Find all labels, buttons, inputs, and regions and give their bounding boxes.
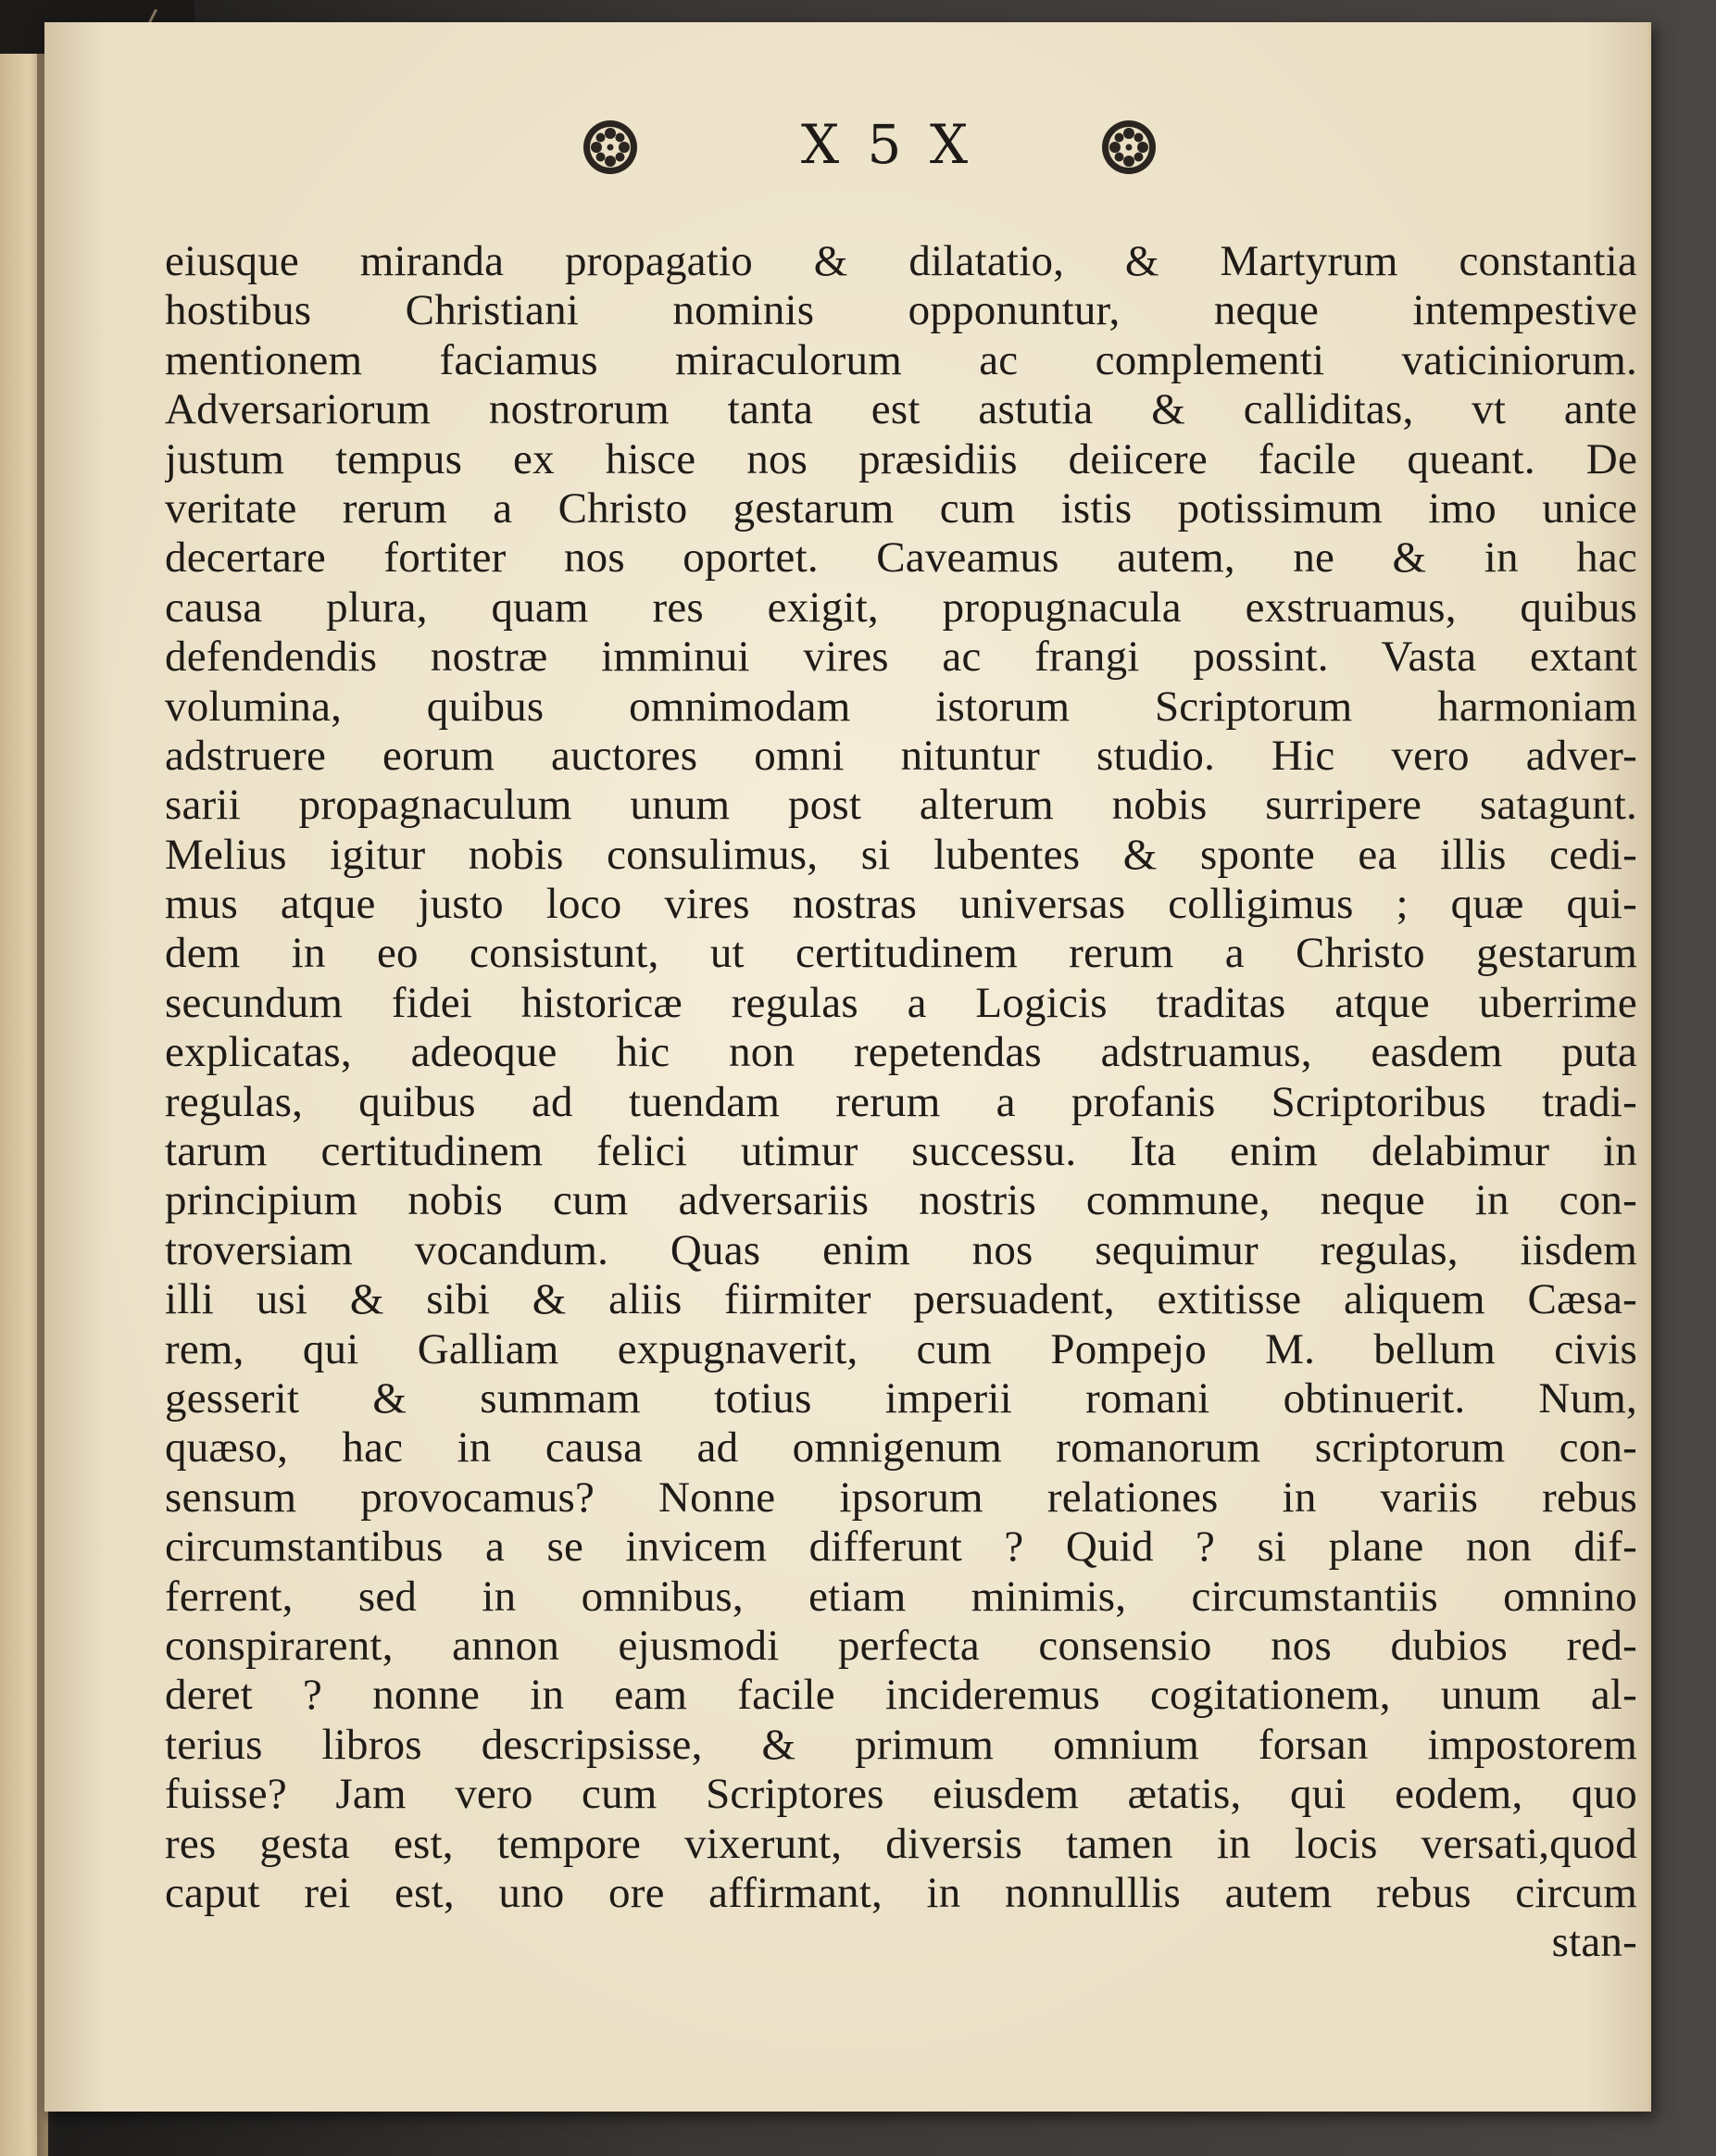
text-line: veritate rerum a Christo gestarum cum istis potissimum imo unice — [165, 483, 1637, 533]
text-line: res gesta est, tempore vixerunt, diversis tamen in locis versati,quod — [165, 1819, 1637, 1868]
text-line: circumstantibus a se invicem differunt ? Quid ? si plane non dif- — [165, 1523, 1637, 1572]
rosette-ornament-icon — [582, 119, 639, 176]
text-line: principium nobis cum adversariis nostris commune, neque in con- — [165, 1176, 1637, 1225]
book-page — [44, 22, 1651, 2112]
text-line: rem, qui Galliam expugnaverit, cum Pompejo M. bellum civis — [165, 1324, 1637, 1373]
text-line: caput rei est, uno ore affirmant, in nonnulllis autem rebus circum — [165, 1868, 1637, 1917]
text-line: illi usi & sibi & aliis fiirmiter persuadent, extitisse aliquem Cæsa- — [165, 1275, 1637, 1324]
text-line: terius libros descripsisse, & primum omnium forsan impostorem — [165, 1720, 1637, 1769]
text-line: fuisse? Jam vero cum Scriptores eiusdem ætatis, qui eodem, quo — [165, 1770, 1637, 1819]
text-line: mentionem faciamus miraculorum ac complementi vaticiniorum. — [165, 335, 1637, 384]
text-line: mus atque justo loco vires nostras universas colligimus ; quæ qui- — [165, 880, 1637, 929]
folio-number: X 5 X — [800, 113, 974, 176]
text-line: conspirarent, annon ejusmodi perfecta consensio nos dubios red- — [165, 1621, 1637, 1670]
text-line: tarum certitudinem felici utimur successu. Ita enim delabimur in — [165, 1127, 1637, 1176]
text-line: justum tempus ex hisce nos præsidiis deiicere facile queant. De — [165, 434, 1637, 483]
text-line: troversiam vocandum. Quas enim nos sequimur regulas, iisdem — [165, 1225, 1637, 1274]
text-line: adstruere eorum auctores omni nituntur studio. Hic vero adver- — [165, 731, 1637, 780]
text-line: defendendis nostræ imminui vires ac frangi possint. Vasta extant — [165, 633, 1637, 682]
body-text — [165, 237, 1637, 2099]
text-line: regulas, quibus ad tuendam rerum a profanis Scriptoribus tradi- — [165, 1077, 1637, 1126]
text-line: dem in eo consistunt, ut certitudinem rerum a Christo gestarum — [165, 929, 1637, 978]
text-line: secundum fidei historicæ regulas a Logicis traditas atque uberrime — [165, 978, 1637, 1027]
text-line: causa plura, quam res exigit, propugnacula exstruamus, quibus — [165, 583, 1637, 632]
catchword: stan- — [1551, 1918, 1637, 1967]
text-line: eiusque miranda propagatio & dilatatio, & Martyrum constantia — [165, 237, 1637, 285]
text-line: hostibus Christiani nominis opponuntur, neque intempestive — [165, 286, 1637, 335]
text-line: volumina, quibus omnimodam istorum Scriptorum harmoniam — [165, 682, 1637, 731]
page-header — [44, 111, 1648, 194]
text-line: Melius igitur nobis consulimus, si lubentes & sponte ea illis cedi- — [165, 830, 1637, 879]
text-line: deret ? nonne in eam facile incideremus cogitationem, unum al- — [165, 1671, 1637, 1720]
text-line: gesserit & summam totius imperii romani obtinuerit. Num, — [165, 1373, 1637, 1423]
text-line: quæso, hac in causa ad omnigenum romanorum scriptorum con- — [165, 1423, 1637, 1473]
text-line: sensum provocamus? Nonne ipsorum relationes in variis rebus — [165, 1473, 1637, 1522]
text-line: sarii propagnaculum unum post alterum nobis surripere satagunt. — [165, 781, 1637, 830]
text-line: explicatas, adeoque hic non repetendas adstruamus, easdem puta — [165, 1028, 1637, 1077]
text-line: decertare fortiter nos oportet. Caveamus autem, ne & in hac — [165, 533, 1637, 583]
rosette-ornament-icon — [1100, 119, 1158, 176]
text-line: ferrent, sed in omnibus, etiam minimis, circumstantiis omnino — [165, 1572, 1637, 1621]
text-line: Adversariorum nostrorum tanta est astutia & calliditas, vt ante — [165, 385, 1637, 434]
